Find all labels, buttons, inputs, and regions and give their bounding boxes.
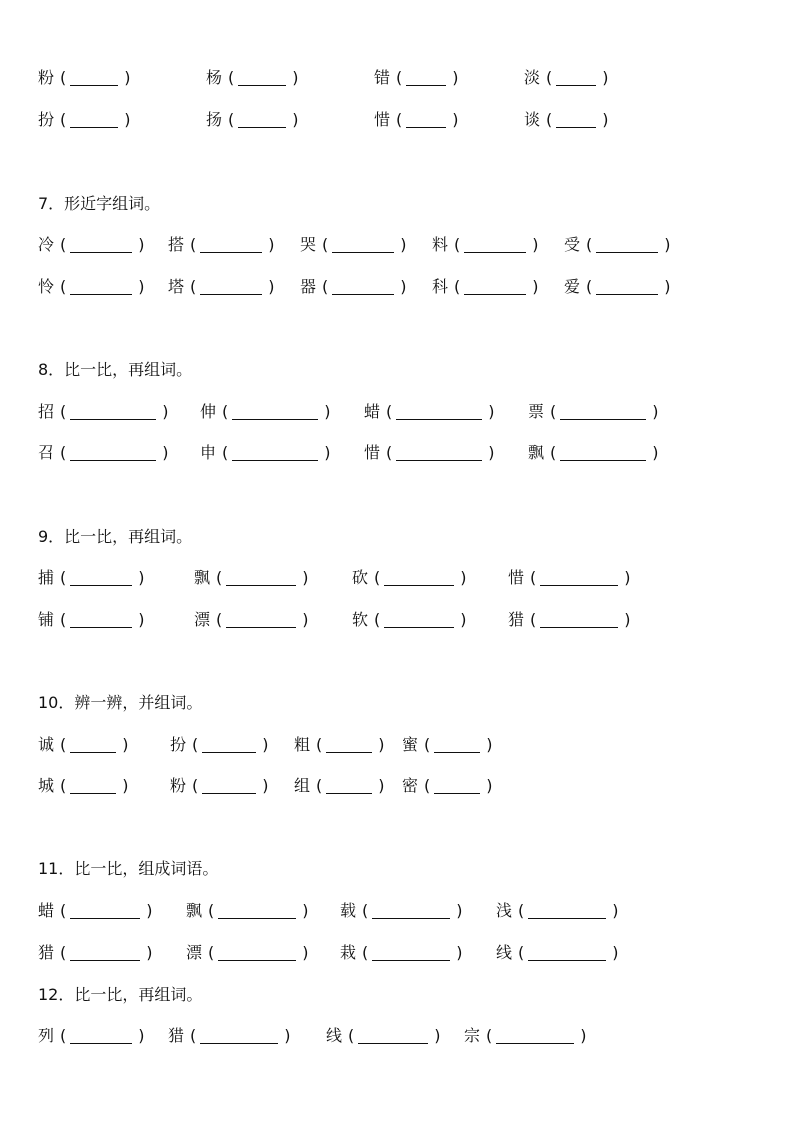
open-paren: ( (190, 235, 197, 254)
word-item (528, 443, 659, 463)
open-paren: ( (60, 402, 67, 421)
answer-blank[interactable] (358, 1029, 428, 1044)
open-paren: ( (454, 277, 461, 296)
open-paren: ( (316, 735, 323, 754)
word-item (402, 735, 493, 755)
close-paren: ) (602, 110, 609, 129)
open-paren: ( (60, 1026, 67, 1045)
question-heading: 7．形近字组词。 (38, 194, 161, 213)
close-paren: ) (624, 610, 631, 629)
word-item (352, 568, 467, 588)
open-paren: ( (424, 735, 431, 754)
word-item (38, 776, 129, 796)
character-label: 搭 (168, 235, 185, 254)
close-paren: ) (292, 68, 299, 87)
word-item (352, 610, 467, 630)
close-paren: ) (124, 110, 131, 129)
word-item (402, 776, 493, 796)
character-label: 猎 (508, 610, 525, 629)
answer-blank[interactable] (70, 71, 118, 86)
close-paren: ) (602, 68, 609, 87)
close-paren: ) (138, 1026, 145, 1045)
answer-blank[interactable] (226, 613, 296, 628)
character-label: 招 (38, 402, 55, 421)
answer-blank[interactable] (464, 280, 526, 295)
answer-blank[interactable] (226, 571, 296, 586)
word-item (294, 735, 385, 755)
open-paren: ( (530, 610, 537, 629)
open-paren: ( (546, 68, 553, 87)
character-label: 组 (294, 776, 311, 795)
open-paren: ( (60, 443, 67, 462)
answer-blank[interactable] (70, 446, 156, 461)
word-item (38, 901, 153, 921)
character-label: 扮 (38, 110, 55, 129)
open-paren: ( (228, 68, 235, 87)
word-item (508, 568, 631, 588)
word-item (524, 110, 609, 130)
word-item (528, 402, 659, 422)
word-item (326, 1026, 441, 1046)
word-item (206, 110, 299, 130)
close-paren: ) (652, 402, 659, 421)
character-label: 谈 (524, 110, 541, 129)
answer-blank[interactable] (70, 946, 140, 961)
character-label: 科 (432, 277, 449, 296)
word-item (38, 68, 131, 88)
close-paren: ) (284, 1026, 291, 1045)
answer-blank[interactable] (218, 904, 296, 919)
answer-blank[interactable] (70, 280, 132, 295)
character-label: 猎 (38, 943, 55, 962)
open-paren: ( (396, 68, 403, 87)
close-paren: ) (400, 277, 407, 296)
answer-blank[interactable] (70, 238, 132, 253)
answer-blank[interactable] (384, 571, 454, 586)
answer-blank[interactable] (528, 946, 606, 961)
answer-blank[interactable] (396, 405, 482, 420)
open-paren: ( (518, 943, 525, 962)
character-label: 伸 (200, 402, 217, 421)
open-paren: ( (192, 735, 199, 754)
character-label: 栽 (340, 943, 357, 962)
character-label: 软 (352, 610, 369, 629)
close-paren: ) (324, 443, 331, 462)
open-paren: ( (222, 402, 229, 421)
open-paren: ( (60, 943, 67, 962)
answer-blank[interactable] (396, 446, 482, 461)
answer-blank[interactable] (560, 446, 646, 461)
word-item (38, 235, 145, 255)
open-paren: ( (216, 610, 223, 629)
word-item (38, 568, 145, 588)
close-paren: ) (122, 735, 129, 754)
close-paren: ) (452, 110, 459, 129)
character-label: 粗 (294, 735, 311, 754)
open-paren: ( (322, 277, 329, 296)
character-label: 塔 (168, 277, 185, 296)
word-item (508, 610, 631, 630)
close-paren: ) (664, 235, 671, 254)
open-paren: ( (486, 1026, 493, 1045)
open-paren: ( (222, 443, 229, 462)
answer-blank[interactable] (200, 280, 262, 295)
open-paren: ( (348, 1026, 355, 1045)
word-item (186, 943, 309, 963)
character-label: 票 (528, 402, 545, 421)
character-label: 惜 (364, 443, 381, 462)
open-paren: ( (374, 568, 381, 587)
answer-blank[interactable] (406, 71, 446, 86)
open-paren: ( (454, 235, 461, 254)
close-paren: ) (488, 443, 495, 462)
close-paren: ) (302, 901, 309, 920)
open-paren: ( (374, 610, 381, 629)
close-paren: ) (138, 610, 145, 629)
question-heading: 12．比一比，再组词。 (38, 985, 203, 1004)
answer-blank[interactable] (540, 571, 618, 586)
answer-blank[interactable] (372, 946, 450, 961)
close-paren: ) (456, 943, 463, 962)
word-item (38, 110, 131, 130)
character-label: 冷 (38, 235, 55, 254)
answer-blank[interactable] (70, 904, 140, 919)
close-paren: ) (664, 277, 671, 296)
open-paren: ( (386, 402, 393, 421)
open-paren: ( (190, 1026, 197, 1045)
open-paren: ( (316, 776, 323, 795)
answer-blank[interactable] (434, 779, 480, 794)
word-item (300, 235, 407, 255)
character-label: 猎 (168, 1026, 185, 1045)
close-paren: ) (378, 735, 385, 754)
character-label: 列 (38, 1026, 55, 1045)
character-label: 哭 (300, 235, 317, 254)
answer-blank[interactable] (332, 280, 394, 295)
word-item (432, 277, 539, 297)
word-item (38, 277, 145, 297)
question-heading: 11．比一比，组成词语。 (38, 859, 219, 878)
character-label: 城 (38, 776, 55, 795)
answer-blank[interactable] (70, 571, 132, 586)
character-label: 爱 (564, 277, 581, 296)
word-item (294, 776, 385, 796)
close-paren: ) (624, 568, 631, 587)
close-paren: ) (460, 568, 467, 587)
open-paren: ( (518, 901, 525, 920)
open-paren: ( (60, 235, 67, 254)
answer-blank[interactable] (70, 113, 118, 128)
open-paren: ( (530, 568, 537, 587)
word-item (464, 1026, 587, 1046)
answer-blank[interactable] (202, 738, 256, 753)
close-paren: ) (580, 1026, 587, 1045)
open-paren: ( (362, 943, 369, 962)
answer-blank[interactable] (70, 1029, 132, 1044)
open-paren: ( (586, 235, 593, 254)
answer-blank[interactable] (496, 1029, 574, 1044)
character-label: 扬 (206, 110, 223, 129)
close-paren: ) (532, 235, 539, 254)
answer-blank[interactable] (596, 238, 658, 253)
open-paren: ( (586, 277, 593, 296)
word-item (364, 402, 495, 422)
character-label: 载 (340, 901, 357, 920)
open-paren: ( (322, 235, 329, 254)
close-paren: ) (378, 776, 385, 795)
answer-blank[interactable] (232, 405, 318, 420)
close-paren: ) (456, 901, 463, 920)
character-label: 料 (432, 235, 449, 254)
answer-blank[interactable] (238, 71, 286, 86)
close-paren: ) (122, 776, 129, 795)
word-item (200, 443, 331, 463)
character-label: 淡 (524, 68, 541, 87)
open-paren: ( (546, 110, 553, 129)
close-paren: ) (268, 235, 275, 254)
character-label: 错 (374, 68, 391, 87)
character-label: 漂 (194, 610, 211, 629)
word-item (340, 943, 463, 963)
character-label: 诚 (38, 735, 55, 754)
answer-blank[interactable] (202, 779, 256, 794)
word-item (496, 943, 619, 963)
answer-blank[interactable] (70, 779, 116, 794)
answer-blank[interactable] (540, 613, 618, 628)
word-item (374, 110, 459, 130)
answer-blank[interactable] (406, 113, 446, 128)
close-paren: ) (612, 901, 619, 920)
answer-blank[interactable] (596, 280, 658, 295)
word-item (300, 277, 407, 297)
close-paren: ) (612, 943, 619, 962)
open-paren: ( (60, 568, 67, 587)
word-item (170, 735, 269, 755)
open-paren: ( (192, 776, 199, 795)
answer-blank[interactable] (232, 446, 318, 461)
character-label: 粉 (170, 776, 187, 795)
word-item (206, 68, 299, 88)
character-label: 器 (300, 277, 317, 296)
word-item (168, 1026, 291, 1046)
character-label: 宗 (464, 1026, 481, 1045)
answer-blank[interactable] (70, 405, 156, 420)
character-label: 惜 (508, 568, 525, 587)
word-item (200, 402, 331, 422)
close-paren: ) (124, 68, 131, 87)
close-paren: ) (292, 110, 299, 129)
character-label: 惜 (374, 110, 391, 129)
open-paren: ( (60, 610, 67, 629)
character-label: 受 (564, 235, 581, 254)
answer-blank[interactable] (332, 238, 394, 253)
open-paren: ( (208, 943, 215, 962)
word-item (364, 443, 495, 463)
word-item (38, 402, 169, 422)
answer-blank[interactable] (372, 904, 450, 919)
word-item (374, 68, 459, 88)
character-label: 飘 (194, 568, 211, 587)
answer-blank[interactable] (326, 738, 372, 753)
character-label: 怜 (38, 277, 55, 296)
close-paren: ) (146, 943, 153, 962)
character-label: 浅 (496, 901, 513, 920)
word-item (38, 943, 153, 963)
character-label: 密 (402, 776, 419, 795)
character-label: 蜜 (402, 735, 419, 754)
word-item (524, 68, 609, 88)
answer-blank[interactable] (434, 738, 480, 753)
close-paren: ) (302, 610, 309, 629)
close-paren: ) (488, 402, 495, 421)
word-item (194, 568, 309, 588)
character-label: 召 (38, 443, 55, 462)
open-paren: ( (550, 443, 557, 462)
word-item (38, 1026, 145, 1046)
word-item (340, 901, 463, 921)
open-paren: ( (216, 568, 223, 587)
character-label: 蜡 (38, 901, 55, 920)
word-item (170, 776, 269, 796)
open-paren: ( (386, 443, 393, 462)
character-label: 杨 (206, 68, 223, 87)
answer-blank[interactable] (556, 71, 596, 86)
close-paren: ) (162, 402, 169, 421)
open-paren: ( (60, 776, 67, 795)
character-label: 铺 (38, 610, 55, 629)
close-paren: ) (400, 235, 407, 254)
answer-blank[interactable] (326, 779, 372, 794)
close-paren: ) (324, 402, 331, 421)
character-label: 线 (326, 1026, 343, 1045)
open-paren: ( (190, 277, 197, 296)
word-item (168, 235, 275, 255)
open-paren: ( (60, 735, 67, 754)
close-paren: ) (138, 568, 145, 587)
close-paren: ) (146, 901, 153, 920)
open-paren: ( (60, 110, 67, 129)
close-paren: ) (302, 568, 309, 587)
answer-blank[interactable] (200, 1029, 278, 1044)
answer-blank[interactable] (218, 946, 296, 961)
open-paren: ( (550, 402, 557, 421)
answer-blank[interactable] (528, 904, 606, 919)
question-heading: 9．比一比，再组词。 (38, 527, 193, 546)
word-item (194, 610, 309, 630)
word-item (564, 235, 671, 255)
answer-blank[interactable] (238, 113, 286, 128)
character-label: 线 (496, 943, 513, 962)
word-item (38, 735, 129, 755)
word-item (38, 610, 145, 630)
character-label: 漂 (186, 943, 203, 962)
close-paren: ) (486, 776, 493, 795)
character-label: 飘 (186, 901, 203, 920)
word-item (168, 277, 275, 297)
close-paren: ) (486, 735, 493, 754)
close-paren: ) (452, 68, 459, 87)
answer-blank[interactable] (556, 113, 596, 128)
character-label: 申 (200, 443, 217, 462)
close-paren: ) (162, 443, 169, 462)
answer-blank[interactable] (70, 738, 116, 753)
answer-blank[interactable] (70, 613, 132, 628)
close-paren: ) (268, 277, 275, 296)
word-item (38, 443, 169, 463)
answer-blank[interactable] (464, 238, 526, 253)
close-paren: ) (302, 943, 309, 962)
close-paren: ) (460, 610, 467, 629)
character-label: 砍 (352, 568, 369, 587)
character-label: 扮 (170, 735, 187, 754)
close-paren: ) (262, 776, 269, 795)
word-item (564, 277, 671, 297)
close-paren: ) (532, 277, 539, 296)
question-heading: 10．辨一辨，并组词。 (38, 693, 203, 712)
open-paren: ( (424, 776, 431, 795)
close-paren: ) (262, 735, 269, 754)
close-paren: ) (652, 443, 659, 462)
close-paren: ) (434, 1026, 441, 1045)
word-item (186, 901, 309, 921)
open-paren: ( (60, 68, 67, 87)
close-paren: ) (138, 277, 145, 296)
answer-blank[interactable] (200, 238, 262, 253)
open-paren: ( (228, 110, 235, 129)
open-paren: ( (362, 901, 369, 920)
open-paren: ( (208, 901, 215, 920)
close-paren: ) (138, 235, 145, 254)
answer-blank[interactable] (560, 405, 646, 420)
character-label: 飘 (528, 443, 545, 462)
question-heading: 8．比一比，再组词。 (38, 360, 193, 379)
answer-blank[interactable] (384, 613, 454, 628)
open-paren: ( (396, 110, 403, 129)
word-item (496, 901, 619, 921)
character-label: 粉 (38, 68, 55, 87)
character-label: 捕 (38, 568, 55, 587)
open-paren: ( (60, 277, 67, 296)
open-paren: ( (60, 901, 67, 920)
word-item (432, 235, 539, 255)
character-label: 蜡 (364, 402, 381, 421)
